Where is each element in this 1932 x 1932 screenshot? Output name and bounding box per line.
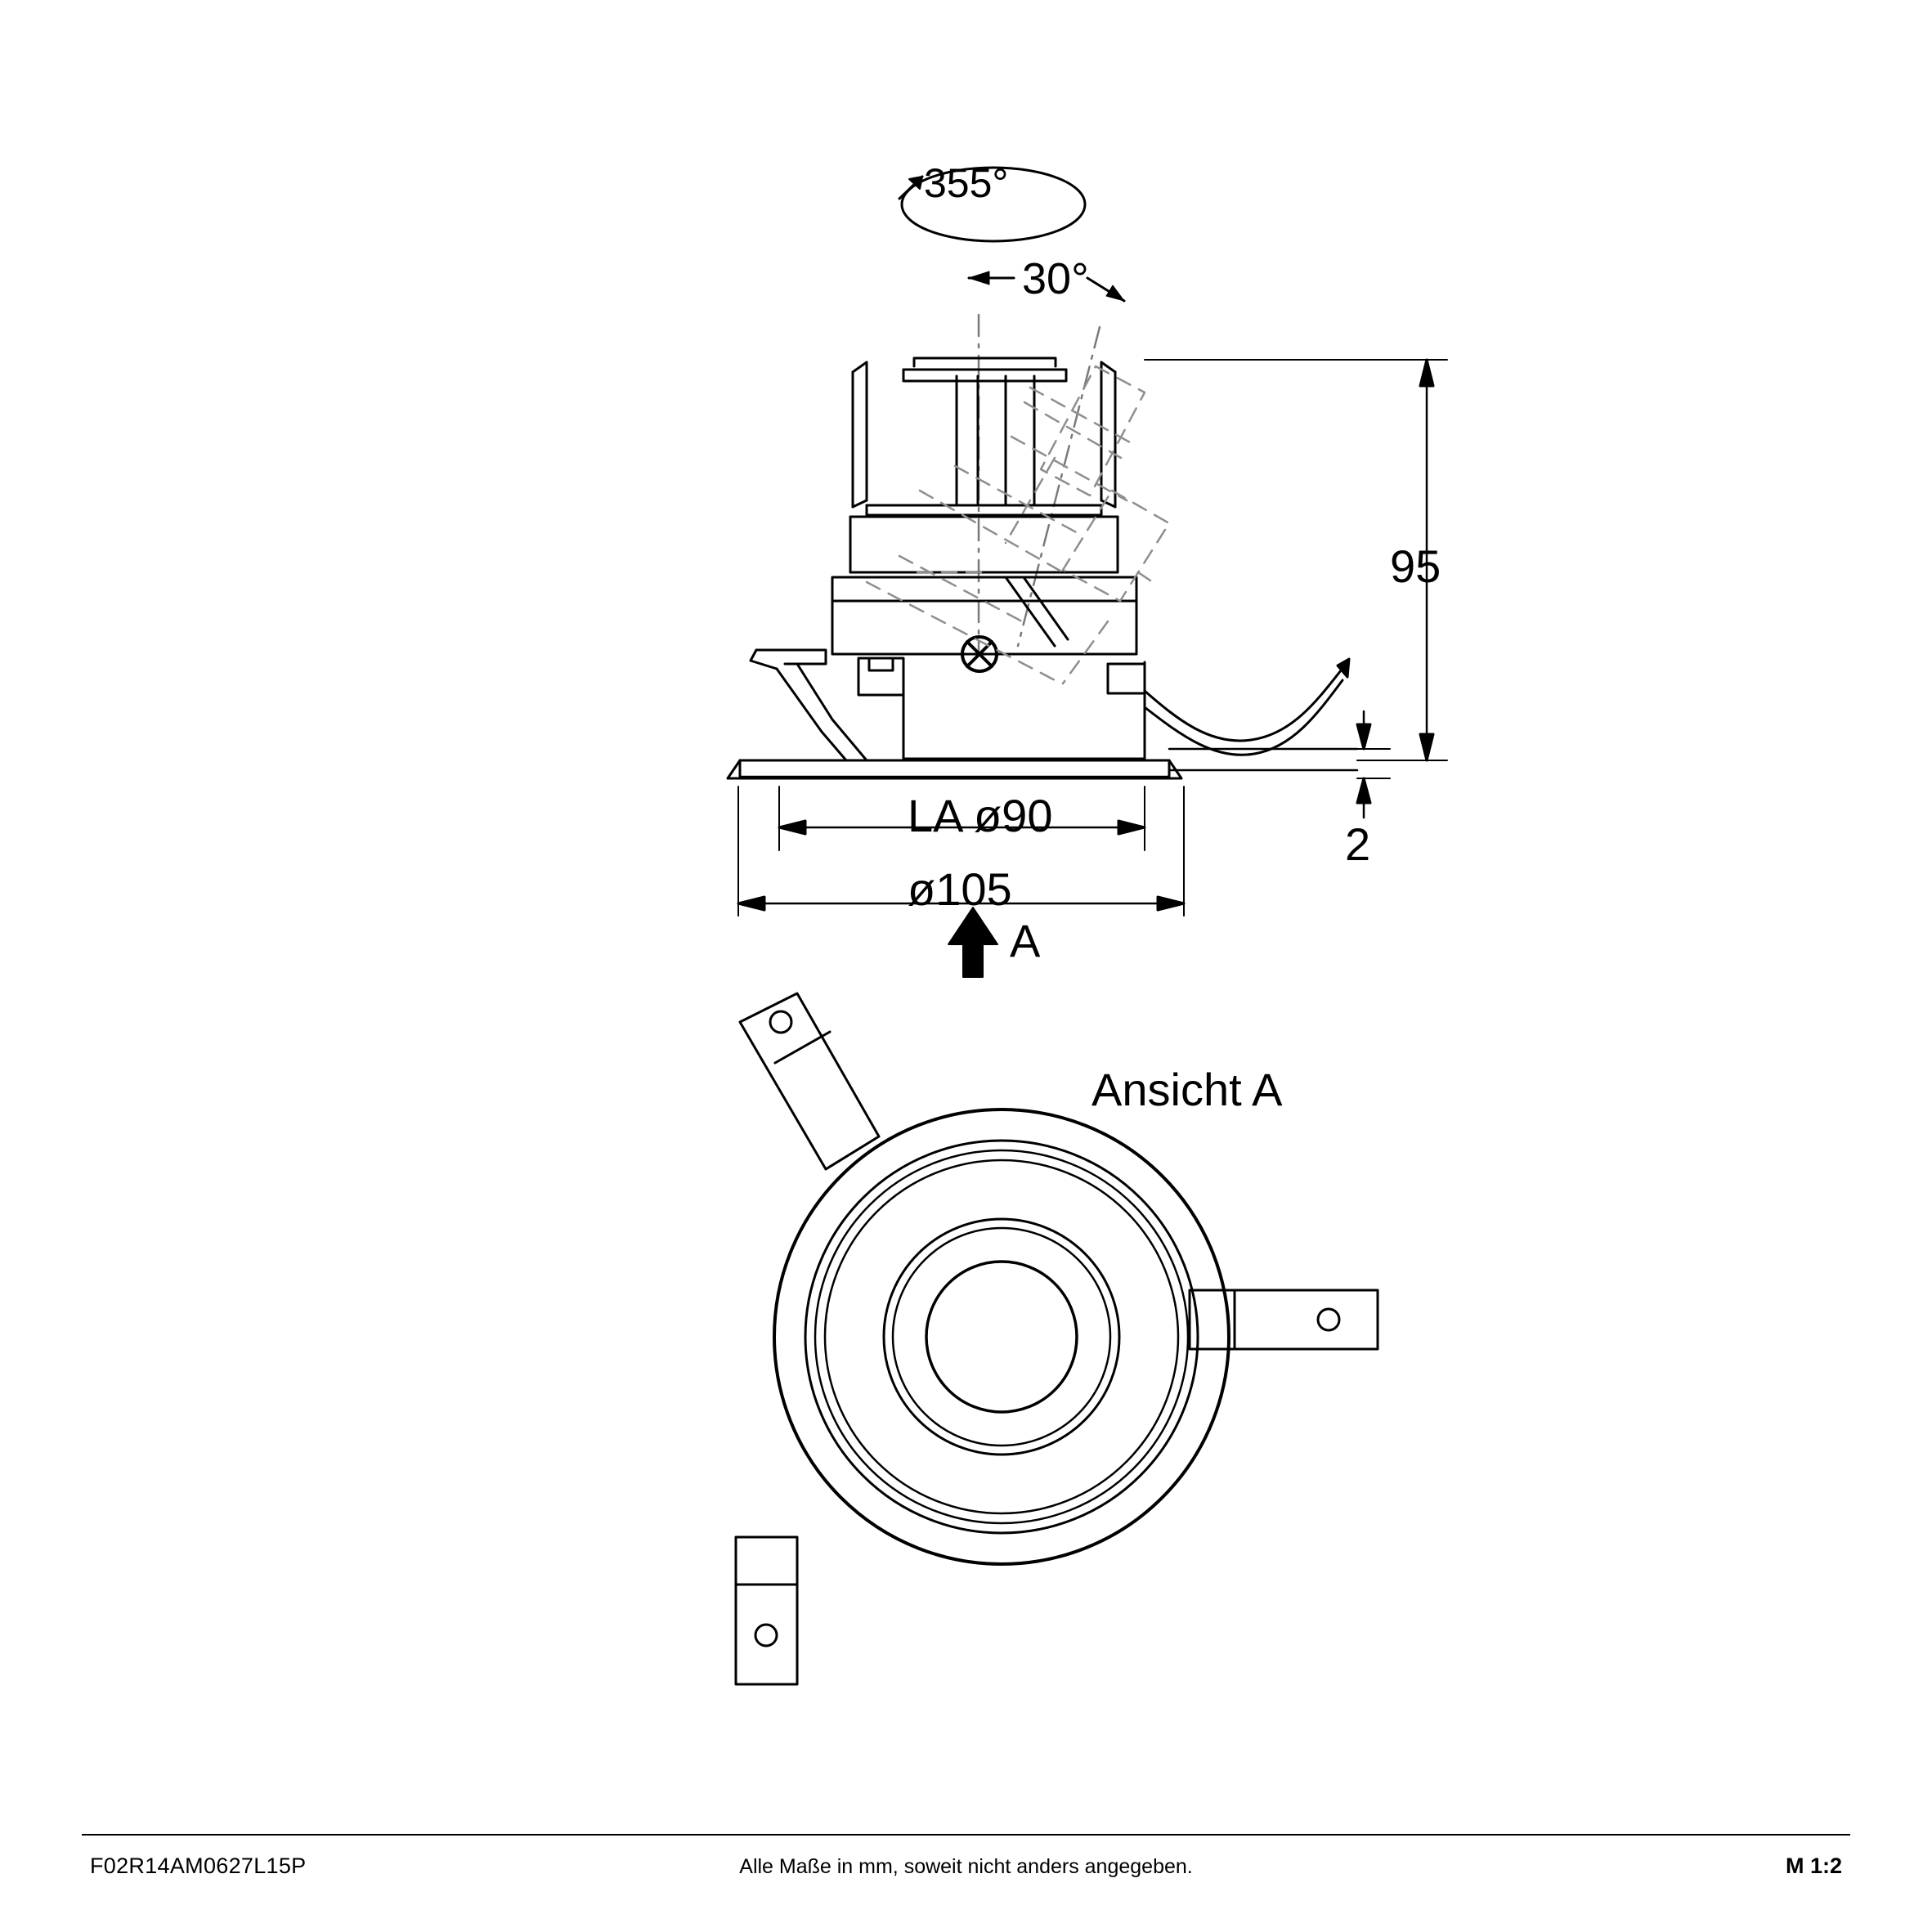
label-height-95: 95 <box>1390 540 1441 592</box>
section-arrow-up-icon <box>948 908 997 977</box>
dimension-thickness-2 <box>1357 711 1390 818</box>
spring-clip-left <box>751 650 867 760</box>
label-rotation-355: 355° <box>924 160 1009 206</box>
label-ansicht-a: Ansicht A <box>1092 1064 1283 1115</box>
label-outer-105: ø105 <box>908 863 1012 915</box>
label-cutout-la90: LA ø90 <box>908 790 1053 841</box>
tilted-position-ghost <box>867 366 1169 684</box>
plan-view-rings <box>774 1109 1229 1564</box>
mounting-bracket-right <box>1190 1290 1378 1349</box>
article-code: F02R14AM0627L15P <box>90 1854 307 1878</box>
label-section-a: A <box>1010 915 1041 966</box>
mounting-bracket-bottom <box>736 1537 797 1684</box>
label-thickness-2: 2 <box>1345 818 1371 870</box>
scale-label: M 1:2 <box>1785 1854 1842 1878</box>
drawing-footer <box>0 1834 1932 1932</box>
cable <box>1145 659 1349 755</box>
footer-divider <box>82 1834 1850 1836</box>
units-note: Alle Maße in mm, soweit nicht anders angegeben. <box>739 1855 1193 1878</box>
label-tilt-30: 30° <box>1022 254 1089 303</box>
mounting-bracket-upper-left <box>740 993 879 1169</box>
